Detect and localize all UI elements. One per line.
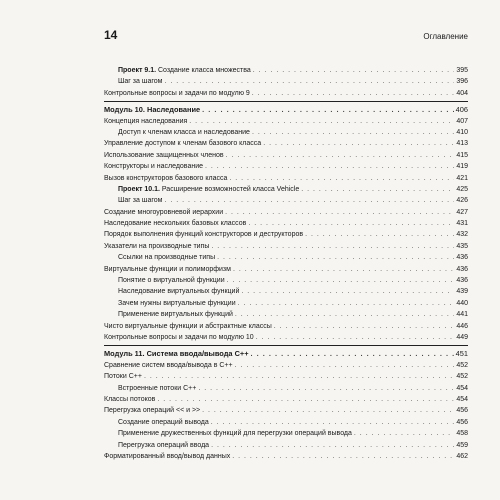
toc-entry-text: Концепция наследования [104, 117, 188, 125]
dot-leader [211, 241, 454, 252]
page-number: 14 [104, 28, 118, 42]
toc-entries [104, 65, 468, 462]
toc-page-number: 454 [456, 395, 468, 403]
dot-leader [189, 116, 454, 127]
toc-entry-title [118, 252, 215, 263]
toc-entry-text: Создание класса множества [156, 67, 251, 74]
toc-page-number: 452 [456, 373, 468, 381]
dot-leader [232, 451, 454, 462]
dot-leader [301, 184, 454, 195]
dot-leader [256, 332, 455, 343]
toc-entry-title [104, 173, 227, 184]
toc-entry-title [104, 405, 200, 416]
dot-leader [205, 161, 454, 172]
toc-entry-title [118, 65, 251, 76]
toc-entry[interactable] [104, 298, 468, 309]
toc-entry-prefix: Проект 9.1. [118, 67, 157, 74]
toc-page-number: 413 [456, 140, 468, 148]
dot-leader [229, 173, 454, 184]
section-divider [104, 345, 468, 346]
toc-page-number: 426 [456, 197, 468, 205]
dot-leader [354, 428, 454, 439]
toc-entry-text: Контрольные вопросы и задачи по модулю 9 [104, 89, 250, 97]
dot-leader [235, 309, 454, 320]
toc-entry-text: Создание операций вывода [118, 418, 209, 426]
dot-leader [252, 127, 454, 138]
toc-entry-title [104, 116, 187, 127]
toc-entry-title [104, 451, 230, 462]
toc-page-number: 410 [456, 128, 468, 136]
toc-page-number: 439 [456, 288, 468, 296]
toc-entry-text: Наследование виртуальных функций [118, 288, 240, 296]
toc-entry[interactable] [104, 321, 468, 332]
toc-page-number: 421 [456, 174, 468, 182]
toc-page-number: 451 [455, 349, 468, 359]
toc-entry[interactable] [104, 88, 468, 99]
toc-entry[interactable] [104, 332, 468, 343]
toc-page-number: 458 [456, 430, 468, 438]
section-divider [104, 101, 468, 102]
toc-entry[interactable] [104, 138, 468, 149]
toc-page-number: 459 [456, 441, 468, 449]
running-head: Оглавление [423, 32, 468, 41]
toc-entry-title [118, 428, 352, 439]
toc-entry-text: Порядок выполнения функций конструкторов и деструкторов [104, 231, 304, 239]
toc-entry-title [104, 207, 223, 218]
toc-entry[interactable] [104, 150, 468, 161]
toc-entry-title [118, 184, 299, 195]
toc-page-number: 452 [456, 361, 468, 369]
toc-entry[interactable] [104, 207, 468, 218]
toc-entry-text: Создание многоуровневой иерархии [104, 208, 224, 216]
page-header [104, 28, 468, 46]
toc-entry[interactable] [104, 286, 468, 297]
toc-page-number: 436 [456, 265, 468, 273]
toc-entry[interactable] [104, 371, 468, 382]
toc-entry-title [104, 150, 224, 161]
dot-leader [238, 298, 455, 309]
toc-entry[interactable] [104, 252, 468, 263]
dot-leader [144, 371, 454, 382]
toc-entry-text: Чисто виртуальные функции и абстрактные классы [104, 322, 272, 330]
toc-page-number: 425 [456, 185, 468, 193]
toc-entry-text: Форматированный ввод/вывод данных [104, 452, 231, 460]
toc-project-entry[interactable] [104, 184, 468, 195]
toc-page-number: 427 [456, 208, 468, 216]
toc-entry[interactable] [104, 264, 468, 275]
toc-module-entry[interactable] [104, 348, 468, 359]
toc-entry[interactable] [104, 116, 468, 127]
dot-leader [211, 440, 454, 451]
toc-entry[interactable] [104, 229, 468, 240]
toc-page-number: 436 [456, 277, 468, 285]
toc-page-number: 404 [456, 89, 468, 97]
dot-leader [248, 218, 454, 229]
toc-entry-text: Использование защищенных членов [104, 151, 224, 159]
dot-leader [217, 252, 454, 263]
dot-leader [227, 275, 455, 286]
toc-entry-title [104, 332, 254, 343]
dot-leader [241, 286, 454, 297]
toc-page-number: 436 [456, 254, 468, 262]
toc-page-number: 462 [456, 452, 468, 460]
dot-leader [235, 360, 455, 371]
toc-page-number: 406 [455, 105, 468, 115]
dot-leader [253, 65, 455, 76]
toc-entry-title [104, 371, 142, 382]
toc-entry[interactable] [104, 451, 468, 462]
toc-entry-title [118, 440, 209, 451]
toc-page-number: 456 [456, 407, 468, 415]
toc-entry-title [104, 138, 261, 149]
toc-entry-text: Доступ к членам класса и наследование [118, 128, 250, 136]
toc-page-number: 435 [456, 242, 468, 250]
dot-leader [225, 207, 454, 218]
dot-leader [164, 76, 454, 87]
toc-entry-prefix: Проект 10.1. [118, 185, 160, 193]
toc-module-entry[interactable] [104, 104, 468, 115]
toc-entry-text: Контрольные вопросы и задачи по модулю 10 [104, 333, 254, 341]
toc-entry-title [118, 383, 196, 394]
toc-entry-text: Зачем нужны виртуальные функции [118, 299, 236, 307]
toc-entry-title [118, 195, 162, 206]
dot-leader [305, 229, 454, 240]
toc-entry[interactable] [104, 241, 468, 252]
toc-entry-text: Виртуальные функции и полиморфизм [104, 265, 231, 273]
toc-entry-text: Шаг за шагом [118, 197, 163, 205]
toc-project-entry[interactable] [104, 65, 468, 76]
toc-entry[interactable] [104, 218, 468, 229]
toc-entry-text: Расширение возможностей класса Vehicle [159, 185, 300, 193]
dot-leader [211, 417, 455, 428]
toc-entry-text: Наследование нескольких базовых классов [104, 220, 247, 228]
toc-entry-title [118, 417, 209, 428]
toc-page-number: 431 [456, 220, 468, 228]
toc-entry[interactable] [104, 394, 468, 405]
toc-entry-text: Перегрузка операций << и >> [104, 407, 201, 415]
toc-page-number: 407 [456, 117, 468, 125]
toc-page-number: 449 [456, 333, 468, 341]
toc-entry-text: Перегрузка операций ввода [118, 441, 210, 449]
toc-entry-title [104, 241, 209, 252]
toc-entry-title [118, 127, 250, 138]
toc-entry[interactable] [104, 440, 468, 451]
toc-entry-title [104, 161, 203, 172]
toc-page-number: 446 [456, 322, 468, 330]
dot-leader [202, 405, 454, 416]
toc-entry-text: Вызов конструкторов базового класса [104, 174, 228, 182]
toc-entry-title [104, 394, 155, 405]
toc-entry-title [118, 298, 236, 309]
toc-entry-text: Ссылки на производные типы [118, 254, 216, 262]
toc-page-number: 419 [456, 163, 468, 171]
dot-leader [251, 348, 454, 359]
dot-leader [164, 195, 454, 206]
dot-leader [157, 394, 454, 405]
toc-entry[interactable] [104, 383, 468, 394]
toc-page-number: 456 [456, 418, 468, 426]
toc-entry-title [104, 104, 200, 115]
toc-entry[interactable] [104, 417, 468, 428]
toc-page-number: 395 [456, 67, 468, 74]
toc-entry-title [118, 309, 233, 320]
toc-entry-text: Модуль 10. Наследование [104, 105, 201, 115]
toc-entry-title [118, 286, 239, 297]
dot-leader [202, 104, 454, 115]
toc-entry[interactable] [104, 127, 468, 138]
dot-leader [252, 88, 455, 99]
toc-entry-title [104, 321, 272, 332]
toc-entry-title [118, 76, 162, 87]
toc-entry-text: Применение дружественных функций для перегрузки операций вывода [118, 430, 352, 438]
toc-entry-title [104, 348, 249, 359]
toc-entry[interactable] [104, 309, 468, 320]
toc-entry-text: Управление доступом к членам базового класса [104, 140, 262, 148]
toc-entry[interactable] [104, 173, 468, 184]
dot-leader [263, 138, 454, 149]
dot-leader [233, 264, 454, 275]
toc-entry[interactable] [104, 360, 468, 371]
toc-entry-text: Применение виртуальных функций [118, 311, 233, 319]
toc-entry-text: Указатели на производные типы [104, 242, 210, 250]
toc-entry[interactable] [104, 195, 468, 206]
dot-leader [198, 383, 454, 394]
dot-leader [226, 150, 455, 161]
toc-entry-title [104, 229, 303, 240]
toc-entry-title [104, 264, 231, 275]
toc-entry-title [104, 88, 250, 99]
toc-page-number: 441 [456, 311, 468, 319]
dot-leader [274, 321, 455, 332]
toc-entry[interactable] [104, 405, 468, 416]
toc-entry-text: Сравнение систем ввода/вывода в С++ [104, 361, 233, 369]
toc-page-number: 440 [456, 299, 468, 307]
toc-entry-text: Шаг за шагом [118, 78, 163, 86]
toc-page-number: 432 [456, 231, 468, 239]
toc-entry[interactable] [104, 161, 468, 172]
toc-entry[interactable] [104, 275, 468, 286]
toc-entry-text: Встроенные потоки С++ [118, 384, 197, 392]
toc-page-number: 415 [456, 151, 468, 159]
toc-entry-title [118, 275, 225, 286]
toc-page-number: 396 [456, 78, 468, 86]
toc-entry-title [104, 218, 246, 229]
toc-page [104, 28, 468, 462]
toc-entry[interactable] [104, 76, 468, 87]
toc-entry-text: Конструкторы и наследование [104, 163, 204, 171]
toc-entry-text: Модуль 11. Система ввода/вывода С++ [104, 349, 249, 359]
toc-page-number: 454 [456, 384, 468, 392]
toc-entry-text: Понятие о виртуальной функции [118, 277, 225, 285]
toc-entry[interactable] [104, 428, 468, 439]
toc-entry-title [104, 360, 233, 371]
toc-entry-text: Потоки С++ [104, 373, 142, 381]
toc-entry-text: Классы потоков [104, 395, 156, 403]
